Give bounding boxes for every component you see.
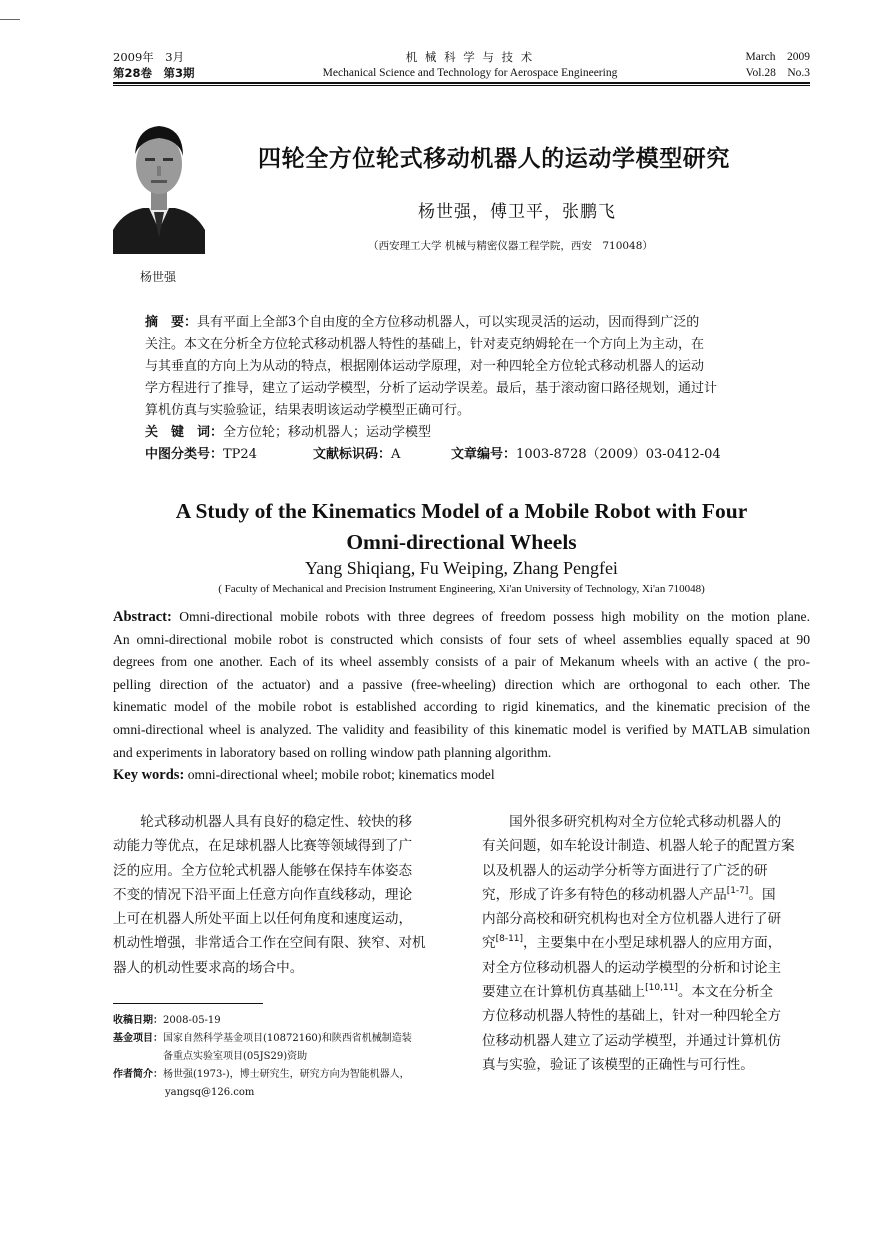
classification-row — [145, 444, 795, 466]
authors-en: Yang Shiqiang, Fu Weiping, Zhang Pengfei — [305, 558, 618, 578]
issue-date-en: March 2009 — [745, 51, 810, 63]
body-line: 对全方位移动机器人的运动学模型的分析和讨论主 — [482, 959, 782, 976]
citation-ref[interactable]: [1-7] — [726, 885, 749, 896]
abstract-en-line: degrees from one another. Each of its wheel assembly consists of a pair of Mekanum wheels with an active ( the pro- — [113, 654, 810, 670]
abstract-cn-line: 算机仿真与实验验证，结果表明该运动学模型正确可行。 — [145, 403, 471, 418]
fund-info: 基金项目：国家自然科学基金项目(10872160)和陕西省机械制造装 — [113, 1033, 412, 1044]
issue-date: 2009年 3月 — [113, 50, 185, 64]
abstract-en-line: Abstract: Omni-directional mobile robots with three degrees of freedom possess high mobility on the motion plane. — [113, 609, 810, 625]
abstract-cn-line: 关注。本文在分析全方位轮式移动机器人特性的基础上，针对麦克纳姆轮在一个方向上为主动，在 — [145, 337, 705, 352]
clc-value: TP24 — [223, 447, 257, 462]
abstract-en — [113, 606, 810, 787]
body-line: 机动性增强，非常适合工作在空间有限、狭窄、对机 — [113, 935, 426, 952]
header-rule-thin — [113, 85, 810, 86]
keywords-cn-label: 关 键 词： — [145, 425, 224, 440]
body-line: 轮式移动机器人具有良好的稳定性、较快的移 — [113, 814, 413, 830]
abstract-cn-line: 学方程进行了推导，建立了运动学模型，分析了运动学误差。最后，基于滚动窗口路径规划，通过计 — [145, 381, 718, 396]
keywords-cn: 关 键 词：全方位轮；移动机器人；运动学模型 — [145, 425, 432, 440]
body-line: 真与实验，验证了该模型的正确性与可行性。 — [482, 1056, 754, 1073]
fund-info-cont: 备重点实验室项目(05JS29)资助 — [163, 1051, 308, 1062]
header-rule — [113, 82, 810, 84]
volume-issue-cn: 第28卷 第3期 — [113, 66, 195, 80]
body-line: 方位移动机器人特性的基础上，针对一种四轮全方 — [482, 1008, 782, 1025]
authors-cn: 杨世强，傅卫平，张鹏飞 — [418, 202, 616, 222]
body-line: 动能力等优点，在足球机器人比赛等领域得到了广 — [113, 838, 413, 855]
abstract-en-line: omni-directional wheel is analyzed. The validity and feasibility of this kinematic model is verified by MATLAB simulation — [113, 721, 810, 737]
volume-issue-en: Vol.28 No.3 — [745, 67, 810, 79]
abstract-en-line: An omni-directional mobile robot is constructed which consists of four sets of wheel assemblies equally spaced at 90 — [113, 631, 810, 647]
author-portrait-image — [113, 112, 205, 254]
doc-code-value: A — [391, 447, 401, 462]
clc-label: 中图分类号： — [145, 447, 224, 462]
abstract-cn — [145, 312, 795, 466]
body-line: 泛的应用。全方位轮式机器人能够在保持车体姿态 — [113, 862, 413, 879]
footnotes — [113, 1012, 412, 1102]
journal-name-cn: 机 械 科 学 与 技 术 — [405, 50, 535, 64]
doc-code-label: 文献标识码： — [313, 447, 392, 462]
author-email[interactable]: yangsq@126.com — [165, 1087, 255, 1098]
scan-edge-mark — [0, 19, 20, 20]
body-line: 上可在机器人所处平面上以任何角度和速度运动， — [113, 911, 413, 928]
affiliation-en: ( Faculty of Mechanical and Precision Instrument Engineering, Xi'an University of Technology, Xi'an 710048) — [218, 583, 705, 595]
abstract-en-line: and experiments in laboratory based on rolling window path planning algorithm. — [113, 744, 552, 760]
body-line: 内部分高校和研究机构也对全方位机器人进行了研 — [482, 911, 782, 928]
paper-title-en: A Study of the Kinematics Model of a Mobile Robot with Four Omni-directional Wheels — [175, 499, 748, 554]
abstract-cn-line: 摘 要：具有平面上全部3个自由度的全方位移动机器人，可以实现灵活的运动，因而得到广泛的 — [145, 315, 700, 330]
body-column-left — [113, 810, 453, 980]
received-date: 收稿日期：2008-05-19 — [113, 1015, 221, 1026]
body-line: 不变的情况下沿平面上任意方向作直线移动，理论 — [113, 886, 413, 903]
abstract-cn-line: 与其垂直的方向上为从动的特点，根据刚体运动学原理，对一种四轮全方位轮式移动机器人的运动 — [145, 359, 705, 374]
body-line: 究，形成了许多有特色的移动机器人产品[1-7]。国 — [482, 885, 776, 903]
article-number-value: 1003-8728（2009）03-0412-04 — [516, 447, 721, 462]
paper-title-cn: 四轮全方位轮式移动机器人的运动学模型研究 — [258, 146, 730, 172]
body-line: 器人的机动性要求高的场合中。 — [113, 959, 304, 976]
article-number-label: 文章编号： — [451, 447, 517, 462]
abstract-cn-label: 摘 要： — [145, 315, 198, 330]
journal-name-en: Mechanical Science and Technology for Aerospace Engineering — [322, 67, 618, 79]
body-column-right — [482, 810, 814, 1077]
footnote-rule — [113, 1003, 263, 1004]
affiliation-cn: （西安理工大学 机械与精密仪器工程学院，西安 710048） — [368, 240, 653, 252]
abstract-en-line: pelling direction of the actuator) and a passive (free-wheeling) direction which are orthogonal to each other. The — [113, 676, 810, 692]
citation-ref[interactable]: [8-11] — [495, 934, 524, 945]
keywords-en: Key words: omni-directional wheel; mobile robot; kinematics model — [113, 767, 495, 784]
body-line: 要建立在计算机仿真基础上[10,11]。本文在分析全 — [482, 983, 774, 1001]
body-line: 位移动机器人建立了运动学模型，并通过计算机仿 — [482, 1032, 782, 1049]
abstract-en-line: kinematic model of the mobile robot is established according to rigid kinematics, and the kinematic precision of the — [113, 699, 810, 715]
citation-ref[interactable]: [10,11] — [645, 983, 678, 994]
body-line: 究[8-11]，主要集中在小型足球机器人的应用方面， — [482, 934, 782, 952]
body-line: 国外很多研究机构对全方位轮式移动机器人的 — [482, 814, 782, 830]
author-bio: 作者简介：杨世强(1973-)，博士研究生，研究方向为智能机器人， — [113, 1069, 410, 1080]
body-line: 以及机器人的运动学分析等方面进行了广泛的研 — [482, 862, 768, 879]
body-line: 有关问题，如车轮设计制造、机器人轮子的配置方案 — [482, 838, 795, 855]
photo-caption: 杨世强 — [140, 270, 177, 284]
author-photo — [113, 112, 205, 254]
abstract-en-label: Abstract: — [113, 609, 172, 625]
keywords-en-label: Key words: — [113, 767, 185, 784]
